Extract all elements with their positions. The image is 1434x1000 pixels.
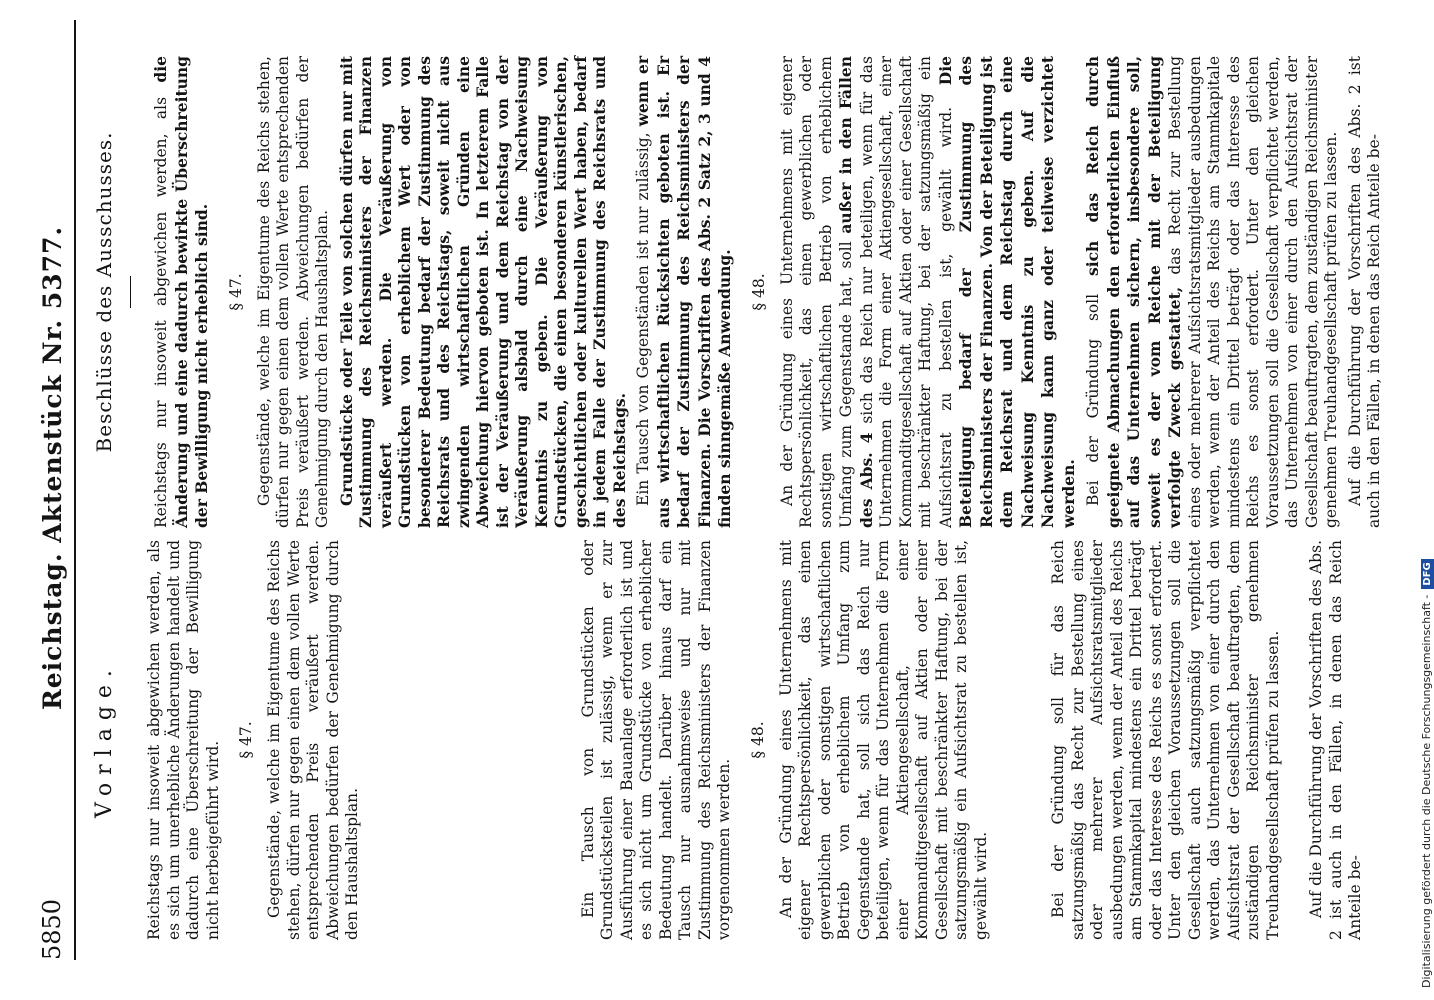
page-header [38,20,72,960]
header-divider [74,20,76,960]
paragraph: An der Gründung eines Unternehmens mit eigener Rechtspersönlichkeit, das einen gewerblichen oder sonstigen wirtschaftlichen Betrieb von erheblichem Umfang zum Gegenstande hat, soll sich das Reich nur beteiligen, wenn für das Unternehmen die Form einer Aktiengesellschaft, einer Kommanditgesellschaft auf Aktien oder einer Gesellschaft mit beschränkter Haftung, bei der satzungsmäßig ein Aufsichtsrat zu bestellen ist, gewählt wird. [776,540,990,940]
text-run-bold: wenn er aus wirtschaftlichen Rücksichten geboten ist. Er bedarf der Zustimmung des Reichsministers der Finanzen. Die Vorschriften des Abs. 2 Satz 2, 3 und 4 finden sinngemäße Anwendung. [633,56,734,528]
spacer [367,540,579,940]
dfg-logo: DFG [1421,559,1434,588]
column-beschluesse [92,56,1389,528]
column-heading: Vorlage. [92,662,117,818]
section-heading: § 48. [748,721,767,759]
column-heading: Beschlüsse des Ausschusses. [92,131,116,453]
paragraph: Ein Tausch von Grundstücken oder Grundstücksteilen ist zulässig, wenn er zur Ausführung einer Bauanlage erforderlich ist und es sich nicht um Grundstücke von erheblicher Bedeutung handelt. Darüber hinaus darf ein Tausch nur ausnahmsweise und nur mit Zustimmung des Reichsministers der Finanzen vorgenommen werden. [578,540,733,940]
paragraph [633,56,736,528]
digitization-note [1420,8,1434,1000]
digitization-text: Digitalisierung gefördert durch die Deutsche Forschungsgemeinschaft - [1420,594,1433,988]
paragraph: Auf die Durchführung der Vorschriften des Abs. 2 ist auch in den Fällen, in denen das Reich Anteile be- [1307,540,1364,940]
section-heading: § 48. [749,273,768,311]
paragraph [1083,56,1342,528]
text-run-bold: Die Beteiligung bedarf der Zustimmung des Reichsministers der Finanzen. Von der Beteiligung ist dem Reichsrat und dem Reichstag durch eine Nachweisung Kenntnis zu geben. Auf die Nachweisung kann ganz oder teilweise verzichtet werden. [935,56,1078,528]
page-number: 5850 [38,898,66,960]
text-run: Reichstags nur insoweit abgewichen werden, als [152,82,170,528]
paragraph [778,56,1080,528]
text-run-bold: die Änderung und eine dadurch bewirkte Überschreitung der Bewilligung nicht erheblich sind. [151,56,211,528]
text-run: Bei der Gründung soll [1084,276,1102,506]
text-run: Ein Tausch von Gegenständen ist nur zulässig, [634,126,652,506]
section-heading: § 47. [226,273,245,311]
heading-rule [130,276,131,308]
paragraph: Bei der Gründung soll für das Reich satzungsmäßig das Recht zur Bestellung eines oder mehrerer Aufsichtsratsmitglieder ausbedungen werden, wenn der Anteil des Reichs am Stammkapital mindestens ein Drittel beträgt oder das Interesse des Reichs es sonst erfordert. Unter den gleichen Voraussetzungen soll die Gesellschaft auch satzungsmäßig verpflichtet werden, das Unternehmen von einer durch den Aufsichtsrat der Gesellschaft beauftragten, dem zuständigen Reichsminister genehmen Treuhandgesellschaft prüfen zu lassen. [1049,540,1282,940]
spacer [1287,540,1307,940]
page-title: Reichstag. Aktenstück Nr. 5377. [38,225,67,710]
section-heading: § 47. [237,721,255,759]
spacer [995,540,1049,940]
paragraph: Gegenstände, welche im Eigentume des Reichs stehen, dürfen nur gegen einen dem vollen Werte entsprechenden Preis veräußert werden. Abweichungen bedürfen der Genehmigung durch den Haushaltsplan. [265,540,361,940]
paragraph: Gegenstände, welche im Eigentume des Reichs stehen, dürfen nur gegen einen dem vollen Werte entsprechenden Preis veräußert werden. Abweichungen bedürfen der Genehmigung durch den Haushaltsplan. [254,56,331,528]
paragraph [151,56,213,528]
text-run-bold: sich das Reich durch geeignete Abmachungen den erforderlichen Einfluß auf das Unternehmen sichern, insbesondere soll, soweit es der vom Reiche mit der Beteiligung verfolgte Zweck gestattet, [1083,55,1184,528]
paragraph-bold: Grundstücke oder Teile von solchen dürfen nur mit Zustimmung des Reichsministers der Finanzen veräußert werden. Die Veräußerung von Grundstücken von erheblichem Wert oder von besonderer Bedeutung bedarf der Zustimmung des Reichsrats und des Reichstags, soweit nicht aus zwingenden wirtschaftlichen Gründen eine Abweichung hiervon geboten ist. In letzterem Falle ist der Veräußerung und dem Reichstag von der Veräußerung alsbald durch eine Nachweisung Kenntnis zu geben. Die Veräußerung von Grundstücken, die einen besonderen künstlerischen, geschichtlichen oder kulturellen Wert haben, bedarf in jedem Falle der Zustimmung des Reichsrats und des Reichstags. [336,56,629,528]
text-run: das Recht zur Bestellung eines oder mehrerer Aufsichtsratsmitglieder ausbedungen werden, wenn der Anteil des Reichs am Stammkapitale mindestens ein Drittel beträgt oder das Interesse des Reichs es sonst erfordert. Unter den gleichen Voraussetzungen soll die Gesellschaft verpflichtet werden, das Unternehmen von einer durch den Aufsichtsrat der Gesellschaft beauftragten, dem zuständigen Reichsminister genehmen Treuhandgesellschaft prüfen zu lassen. [1166,56,1340,528]
text-run: sich das Reich nur beteiligen, wenn für das Unternehmen die Form einer Aktiengesellschaft, einer Kommanditgesellschaft auf Aktien oder einer Gesellschaft mit beschränkter Haftung, bei der satzungsmäßig ein Aufsichtsrat zu bestellen ist, gewählt wird. [857,56,955,528]
paragraph: Reichstags nur insoweit abgewichen werden, als es sich um unerhebliche Änderungen handelt und dadurch eine Überschreitung der Bewilligung nicht herbeigeführt wird. [145,540,222,940]
paragraph: Auf die Durchführung der Vorschriften des Abs. 2 ist auch in den Fällen, in denen das Reich Anteile be- [1345,56,1383,528]
text-run-bold: außer in den Fällen des Abs. 4 [836,55,876,528]
column-vorlage [92,540,1370,940]
text-run: An der Gründung eines Unternehmens mit eigener Rechtspersönlichkeit, das einen gewerblichen oder sonstigen wirtschaftlichen Betrieb von erheblichem Umfang zum Gegenstande hat, soll [777,56,855,528]
